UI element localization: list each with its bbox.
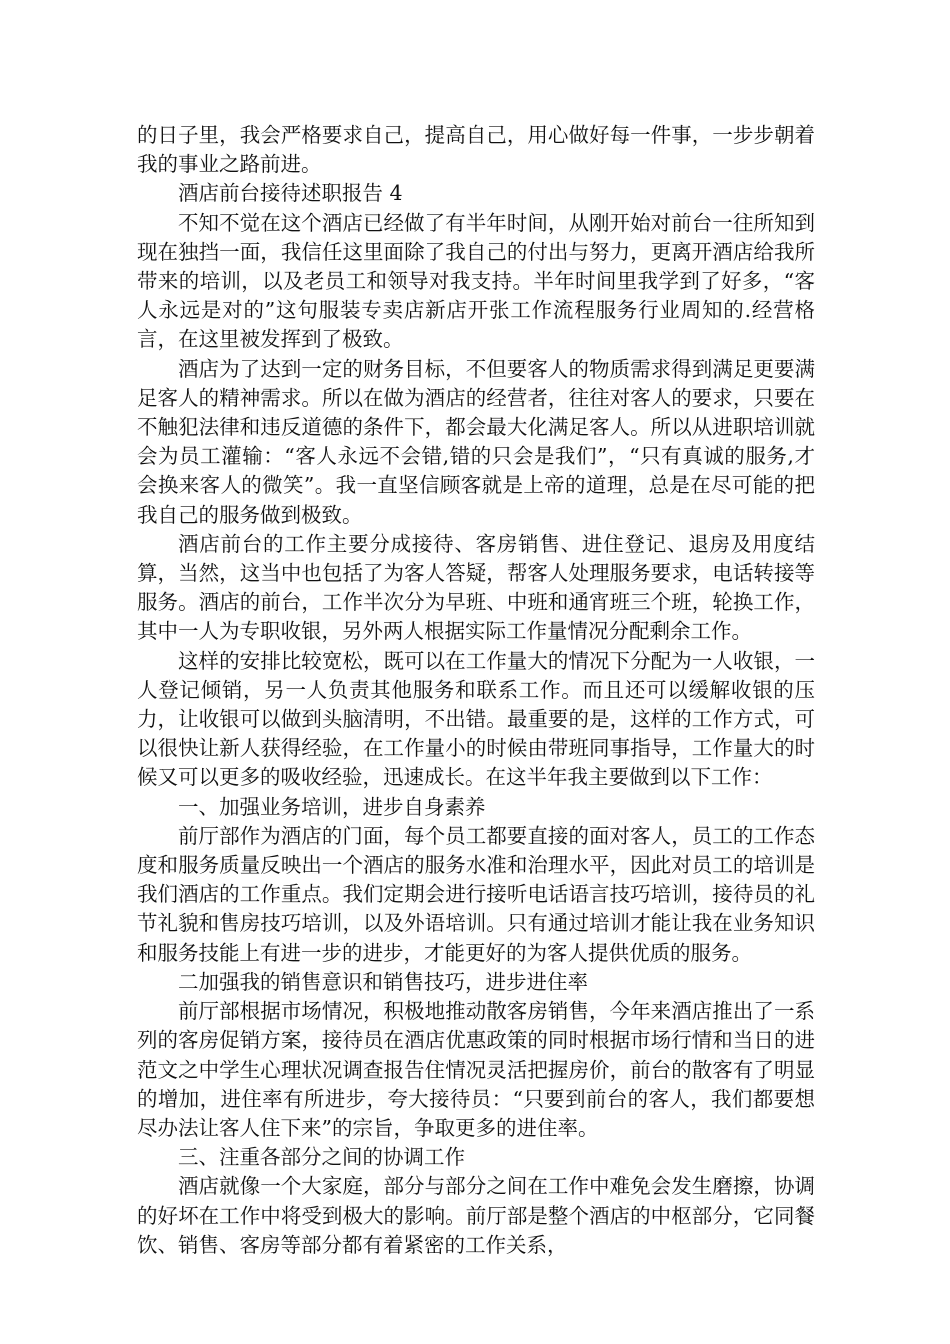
paragraph: 这样的安排比较宽松，既可以在工作量大的情况下分配为一人收银，一人登记倾销，另一人负责其他服务和联系工作。而且还可以缓解收银的压力，让收银可以做到头脑清明，不出错。最重要的是，这样的工作方式，可以很快让新人获得经验，在工作量小的时候由带班同事指导，工作量大的时候又可以更多的吸收经验，迅速成长。在这半年我主要做到以下工作： bbox=[137, 648, 815, 790]
report-title: 酒店前台接待述职报告 4 bbox=[178, 181, 403, 206]
paragraph: 酒店为了达到一定的财务目标，不但要客人的物质需求得到满足更要满足客人的精神需求。所以在做为酒店的经营者，往往对客人的要求，只要在不触犯法律和违反道德的条件下，都会最大化满足客人。所以从进职培训就会为员工灌输：“客人永远不会错,错的只会是我们”，“只有真诚的服务,才会换来客人的微笑”。我一直坚信顾客就是上帝的道理，总是在尽可能的把我自己的服务做到极致。 bbox=[137, 356, 815, 527]
paragraph: 前厅部根据市场情况，积极地推动散客房销售，今年来酒店推出了一系列的客房促销方案，接待员在酒店优惠政策的同时根据市场行情和当日的进范文之中学生心理状况调查报告住情况灵活把握房价，前台的散客有了明显的增加，进住率有所进步，夸大接待员：“只要到前台的客人，我们都要想尽办法让客人住下来”的宗旨，争取更多的进住率。 bbox=[137, 999, 815, 1140]
section-heading-3: 三、注重各部分之间的协调工作 bbox=[178, 1145, 465, 1170]
paragraph-continued: 的日子里，我会严格要求自己，提高自己，用心做好每一件事，一步步朝着我的事业之路前进。 bbox=[137, 123, 815, 177]
paragraph: 酒店前台的工作主要分成接待、客房销售、进住登记、退房及用度结算，当然，这当中也包括了为客人答疑，帮客人处理服务要求，电话转接等服务。酒店的前台，工作半次分为早班、中班和通宵班三个班，轮换工作，其中一人为专职收银，另外两人根据实际工作量情况分配剩余工作。 bbox=[137, 531, 815, 644]
section-heading-1: 一、加强业务培训，进步自身素养 bbox=[178, 794, 486, 819]
document-page bbox=[137, 121, 815, 1260]
paragraph: 前厅部作为酒店的门面，每个员工都要直接的面对客人，员工的工作态度和服务质量反映出一个酒店的服务水准和治理水平，因此对员工的培训是我们酒店的工作重点。我们定期会进行接听电话语言技巧培训，接待员的礼节礼貌和售房技巧培训，以及外语培训。只有通过培训才能让我在业务知识和服务技能上有进一步的进步，才能更好的为客人提供优质的服务。 bbox=[137, 823, 815, 965]
section-heading-2: 二加强我的销售意识和销售技巧，进步进住率 bbox=[178, 969, 588, 994]
paragraph: 酒店就像一个大家庭，部分与部分之间在工作中难免会发生磨擦，协调的好坏在工作中将受到极大的影响。前厅部是整个酒店的中枢部分，它同餐饮、销售、客房等部分都有着紧密的工作关系， bbox=[137, 1174, 815, 1257]
paragraph: 不知不觉在这个酒店已经做了有半年时间，从刚开始对前台一往所知到现在独挡一面，我信任这里面除了我自己的付出与努力，更离开酒店给我所带来的培训，以及老员工和领导对我支持。半年时间里我学到了好多，“客人永远是对的”这句服装专卖店新店开张工作流程服务行业周知的.经营格言，在这里被发挥到了极致。 bbox=[137, 210, 815, 352]
